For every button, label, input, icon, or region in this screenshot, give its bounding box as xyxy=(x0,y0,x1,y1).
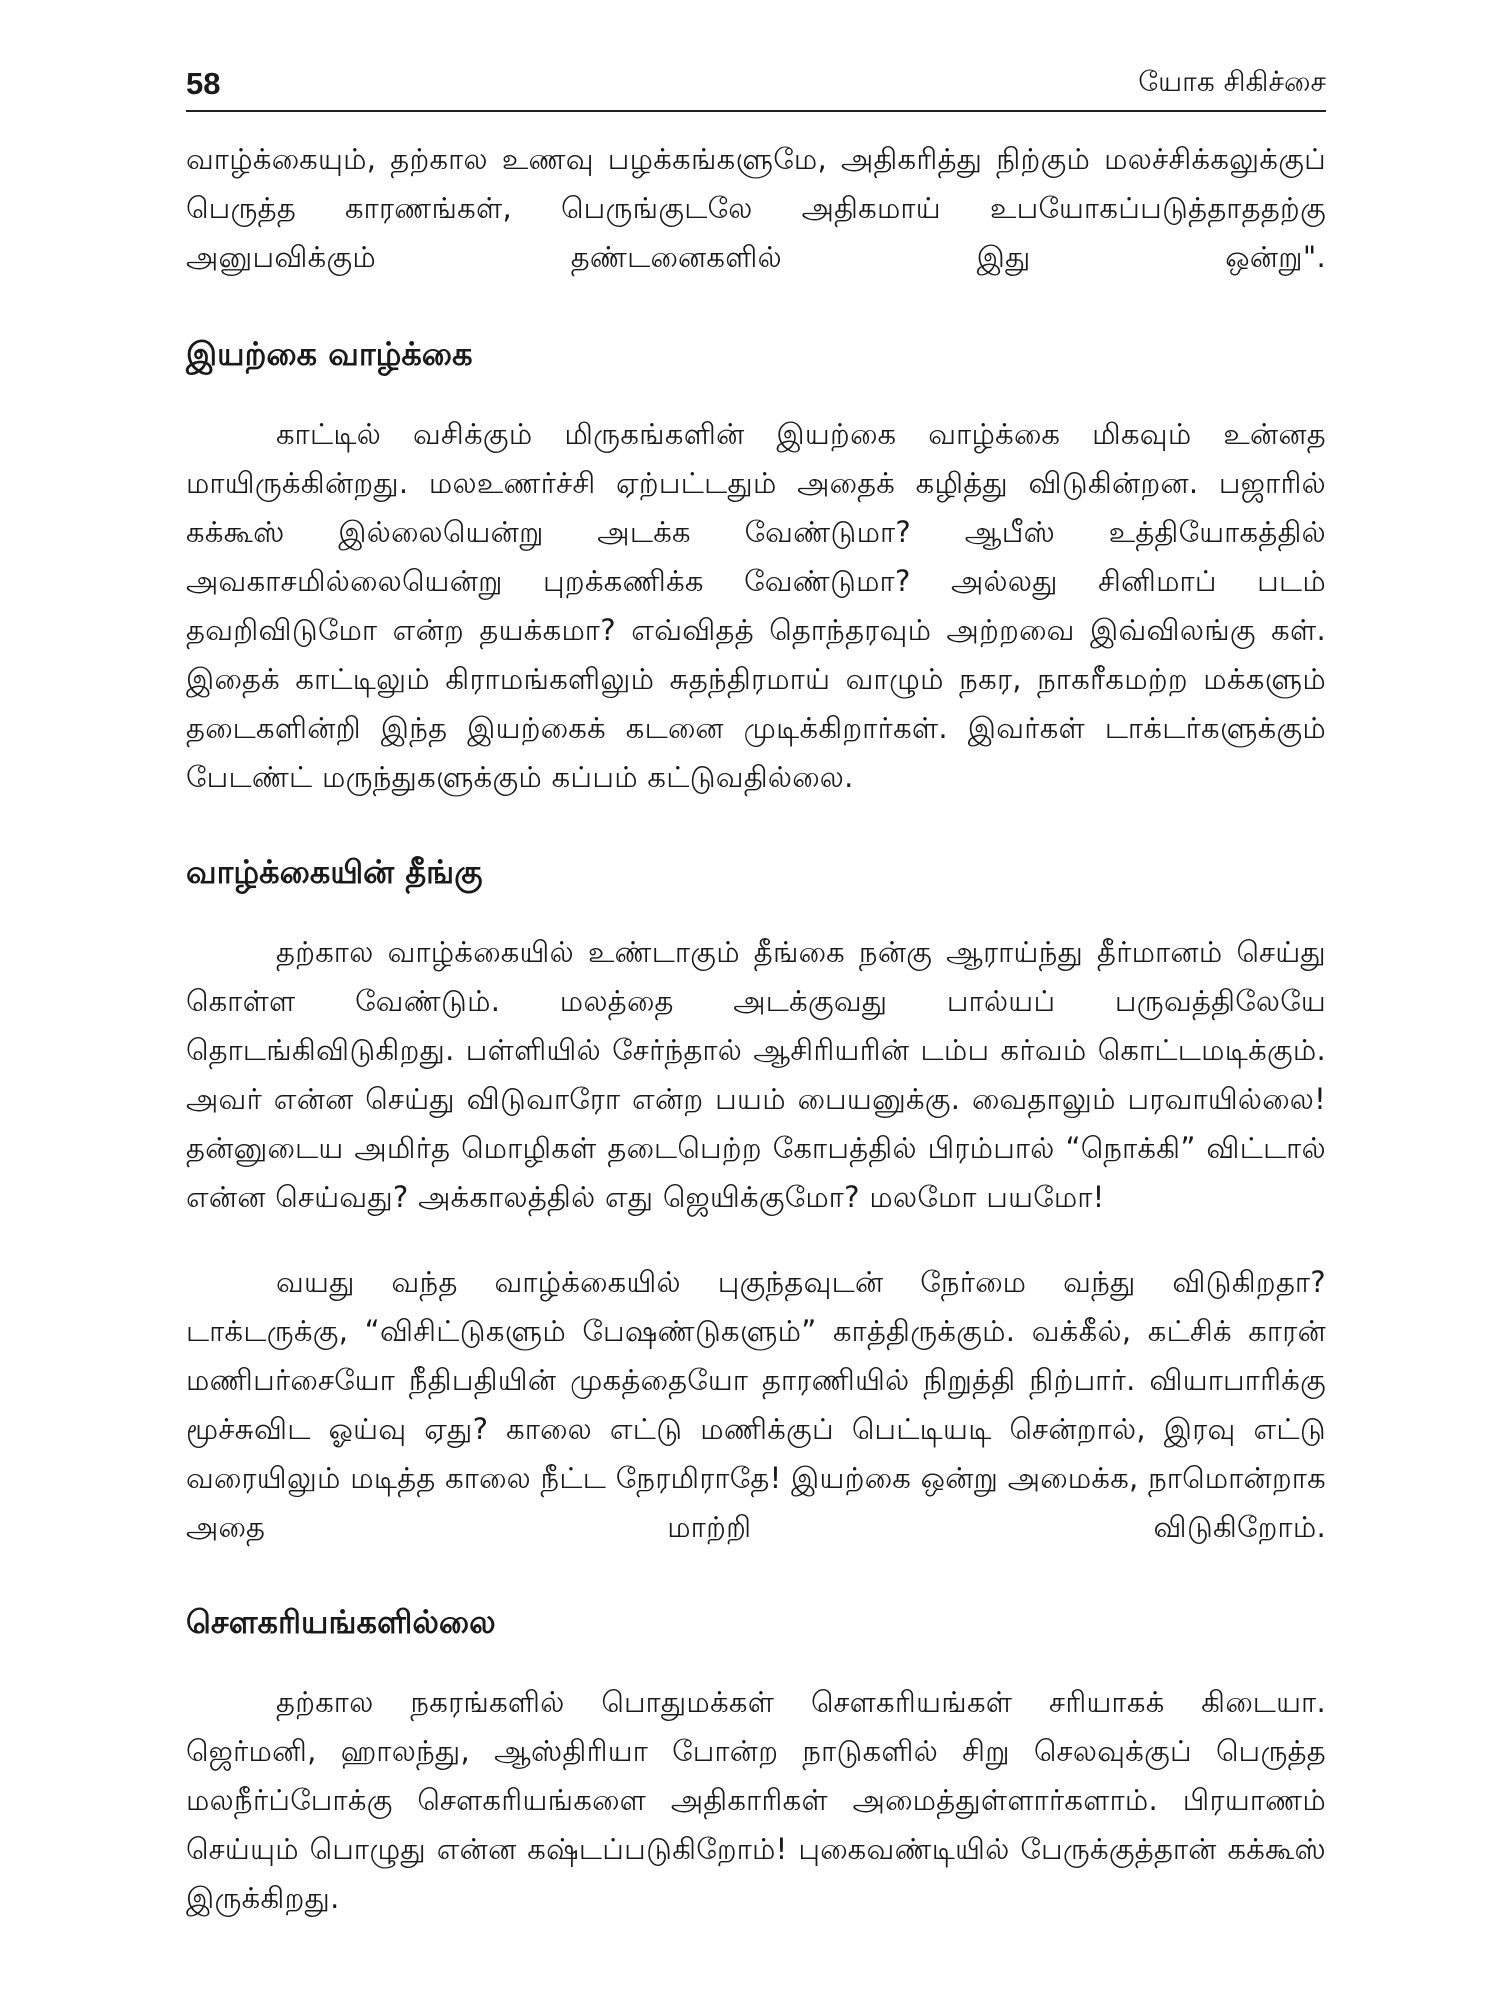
section-paragraph: தற்கால நகரங்களில் பொதுமக்கள் சௌகரியங்கள் சரியாகக் கிடையா. ஜெர்மனி, ஹாலந்து, ஆஸ்திரியா போன்ற நாடுகளில் சிறு செலவுக்குப் பெருத்த மலநீர்ப்போக்கு சௌகரியங்களை அதிகாரிகள் அமைத்துள்ளார்களாம். பிரயாணம் செய்யும் பொழுது என்ன கஷ்டப்படுகிறோம்! புகைவண்டியில் பேருக்குத்தான் கக்கூஸ் இருக்கிறது. xyxy=(186,1685,1326,1915)
section-paragraph: வயது வந்த வாழ்க்கையில் புகுந்தவுடன் நேர்மை வந்து விடுகிறதா? டாக்டருக்கு, “விசிட்டுகளும் பேஷண்டுகளும்” காத்திருக்கும். வக்கீல், கட்சிக் காரன் மணிபர்சையோ நீதிபதியின் முகத்தையோ தாரணியில் நிறுத்தி நிற்பார். வியாபாரிக்கு மூச்சுவிட ஓய்வு ஏது? காலை எட்டு மணிக்குப் பெட்டியடி சென்றால், இரவு எட்டு வரையிலும் மடித்த காலை நீட்ட நேரமிராதே! இயற்கை ஒன்று அமைக்க, நாமொன்றாக அதை மாற்றி விடுகிறோம். xyxy=(186,1265,1326,1544)
running-title: யோக சிகிச்சை xyxy=(1138,65,1326,98)
section-heading-natural-life: இயற்கை வாழ்க்கை xyxy=(186,335,473,373)
page-header xyxy=(186,62,1326,112)
opening-paragraph: வாழ்க்கையும், தற்கால உணவு பழக்கங்களுமே, அதிகரித்து நிற்கும் மலச்சிக்கலுக்குப் பெருத்த காரணங்கள், பெருங்குடலே அதிகமாய் உபயோகப்படுத்தாததற்கு அனுபவிக்கும் தண்டனைகளில் இது ஒன்று". xyxy=(186,142,1326,274)
page-content xyxy=(186,135,1326,1923)
section-paragraph: காட்டில் வசிக்கும் மிருகங்களின் இயற்கை வாழ்க்கை மிகவும் உன்னத மாயிருக்கின்றது. மலஉணர்ச்சி ஏற்பட்டதும் அதைக் கழித்து விடுகின்றன. பஜாரில் கக்கூஸ் இல்லையென்று அடக்க வேண்டுமா? ஆபீஸ் உத்தியோகத்தில் அவகாசமில்லையென்று புறக்கணிக்க வேண்டுமா? அல்லது சினிமாப் படம் தவறிவிடுமோ என்ற தயக்கமா? எவ்விதத் தொந்தரவும் அற்றவை இவ்விலங்கு கள். இதைக் காட்டிலும் கிராமங்களிலும் சுதந்திரமாய் வாழும் நகர, நாகரீகமற்ற மக்களும் தடைகளின்றி இந்த இயற்கைக் கடனை முடிக்கிறார்கள். இவர்கள் டாக்டர்களுக்கும் பேடண்ட் மருந்துகளுக்கும் கப்பம் கட்டுவதில்லை. xyxy=(186,417,1326,794)
section-heading-harm-of-life: வாழ்க்கையின் தீங்கு xyxy=(186,853,483,891)
page-number: 58 xyxy=(186,66,221,101)
section-paragraph: தற்கால வாழ்க்கையில் உண்டாகும் தீங்கை நன்கு ஆராய்ந்து தீர்மானம் செய்து கொள்ள வேண்டும். மலத்தை அடக்குவது பால்யப் பருவத்திலேயே தொடங்கிவிடுகிறது. பள்ளியில் சேர்ந்தால் ஆசிரியரின் டம்ப கர்வம் கொட்டமடிக்கும். அவர் என்ன செய்து விடுவாரோ என்ற பயம் பையனுக்கு. வைதாலும் பரவாயில்லை! தன்னுடைய அமிர்த மொழிகள் தடைபெற்ற கோபத்தில் பிரம்பால் “நொக்கி” விட்டால் என்ன செய்வது? அக்காலத்தில் எது ஜெயிக்குமோ? மலமோ பயமோ! xyxy=(186,935,1326,1214)
section-heading-no-facilities: சௌகரியங்களில்லை xyxy=(186,1603,496,1641)
